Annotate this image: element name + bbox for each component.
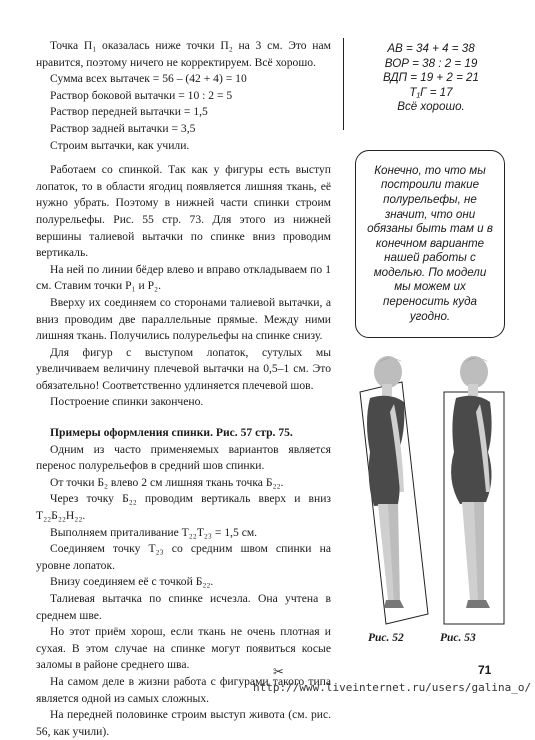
figure-53-illustration [430,352,525,627]
paragraph: Но этот приём хорош, если ткань не очень плотная и сухая. В этом случае на спинке могут появиться косые заломы в районе среднего шва. [36,625,331,672]
section-heading: Примеры оформления спинки. Рис. 57 стр. 75. [50,426,293,440]
page-number: 71 [478,663,492,677]
paragraph: Точка П₁ оказалась ниже точки П₂ на 3 см. Это нам нравится, поэтому ничего не корректируем. Всё хорошо. [36,39,331,69]
calc-line: АВ = 34 + 4 = 38 [387,42,475,55]
scissors-icon: ✂ [273,664,284,679]
column-divider [343,38,344,130]
note-box [355,150,505,338]
footer-url: http://www.liveinternet.ru/users/galina_o/ [253,681,532,694]
figure-52-illustration [346,352,436,627]
paragraph: Построение спинки закончено. [50,395,204,409]
main-text-column [36,38,331,740]
paragraph: Раствор передней вытачки = 1,5 [50,105,208,119]
paragraph: Выполняем приталивание Т₂₂Т₂₃ = 1,5 см. [50,525,258,539]
paragraph: Для фигур с выступом лопаток, сутулых мы увеличиваем величину плечевой вытачки на 0,5–1 см. Это обязательно! Соответственно удлиняется плечевой шов. [36,345,331,392]
calculations-block [356,42,506,115]
note-text: Конечно, то что мы построили такие полурельефы, не значит, что они обязаны быть там и в конечном варианте нашей работы с моделью. По модели мы можем их переносить куда угодно. [367,163,493,323]
calc-line: ВОР = 38 : 2 = 19 [384,56,478,70]
paragraph: Строим вытачки, как учили. [50,138,190,152]
paragraph: На передней половинке строим выступ живота (см. рис. 56, как учили). [36,708,331,738]
paragraph: Вверху их соединяем со сторонами талиевой вытачки, а вниз проводим две параллельные прямые. Между ними лишняя ткань. Получились полурельефы на спинке снизу. [36,295,331,343]
figure-53-caption: Рис. 53 [440,632,476,644]
paragraph: От точки Б₂ влево 2 см лишняя ткань точка Б₂₂. [50,475,284,489]
paragraph: Раствор боковой вытачки = 10 : 2 = 5 [50,88,233,102]
paragraph: Соединяем точку Т₂₃ со средним швом спинки на уровне лопаток. [36,542,331,572]
paragraph: Через точку Б₂₂ проводим вертикаль вверх и вниз Т₂₂Б₂₂Н₂₂. [36,492,331,523]
paragraph: Талиевая вытачка по спинке исчезла. Она учтена в среднем шве. [36,592,331,622]
paragraph: Сумма всех вытачек = 56 – (42 + 4) = 10 [50,72,247,86]
paragraph: На ней по линии бёдер влево и вправо откладываем по 1 см. Ставим точки Р₁ и Р₂. [36,262,331,293]
figure-52-caption: Рис. 52 [368,632,404,644]
paragraph: Одним из часто применяемых вариантов является перенос полурельефов в средний шов спинки. [36,442,331,473]
calc-line: ВДП = 19 + 2 = 21 [383,71,479,84]
paragraph: Раствор задней вытачки = 3,5 [50,121,196,135]
paragraph: Внизу соединяем её с точкой Б₂₂. [50,575,214,589]
paragraph: На самом деле в жизни работа с фигурами такого типа является одной из самых сложных. [36,674,331,705]
paragraph: Работаем со спинкой. Так как у фигуры есть выступ лопаток, то в области ягодиц появляется лишняя ткань, её нужно убрать. Поэтому в нижней части спинки строим полурельефы. Рис. 55 стр. 73. Для этого из нижней вершины талиевой вытачки по спинке вниз проводим вертикаль. [36,163,331,260]
calc-line: Всё хорошо. [397,100,465,113]
calc-line: Т₁Г = 17 [409,85,453,99]
